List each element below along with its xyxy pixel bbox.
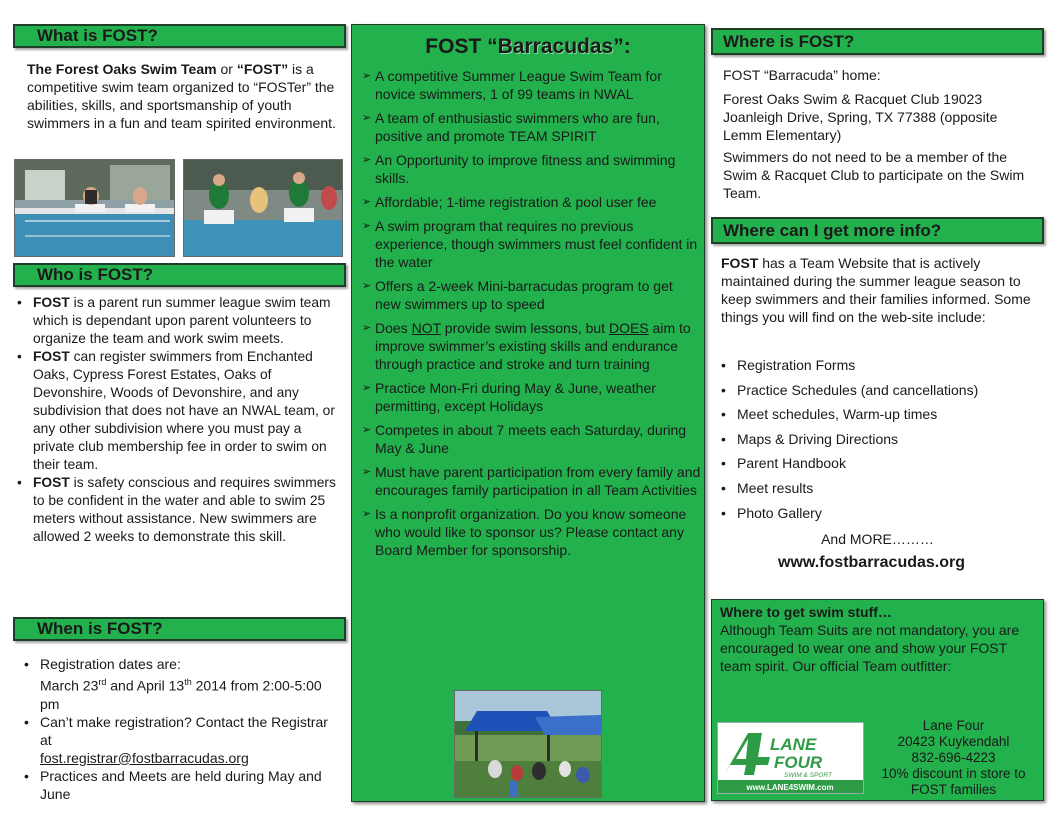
list-item: ➢ A swim program that requires no previous experience, though swimmers must feel confident in the water: [364, 217, 702, 271]
list-item: ➢ A team of enthusiastic swimmers who are fun, positive and promote TEAM SPIRIT: [364, 109, 702, 145]
who-is-fost-title: Who is FOST?: [37, 265, 154, 284]
swim-gear-text: Although Team Suits are not mandatory, you are encouraged to wear one and show your FOST team spirit. Our official Team outfitter:: [720, 622, 1020, 674]
list-item: ➢ An Opportunity to improve fitness and swimming skills.: [364, 151, 702, 187]
where-is-fost-text: FOST “Barracuda” home: Forest Oaks Swim & Racquet Club 19023 Joanleigh Drive, Spring, TX 77388 (opposite Lemm Elementary) Swimmers do not need to be a member of the Swim & Racquet Club to participate on the Swim Team.: [723, 67, 1025, 201]
more-info-title: Where can I get more info?: [723, 221, 942, 240]
list-item: • FOST is a parent run summer league swim team which is dependant upon parent volunteers to organize the team and work swim meets.: [17, 294, 344, 348]
website-features-list: [721, 356, 1031, 522]
store-discount: 10% discount in store to FOST families: [881, 766, 1026, 797]
logo-tagline: SWIM & SPORT: [784, 772, 832, 779]
and-more-text: And MORE………: [821, 531, 934, 547]
swimmers-on-blocks-photo: [183, 159, 343, 257]
when-is-fost-header: [13, 617, 346, 641]
store-name: Lane Four: [922, 718, 985, 733]
who-is-fost-list: [17, 294, 344, 546]
list-item: • Meet schedules, Warm-up times: [721, 405, 1031, 423]
list-item: • FOST is safety conscious and requires swimmers to be confident in the water and able to swim 25 meters without assistance. New swimmers are allowed 2 weeks to demonstrate this skill.: [17, 474, 344, 546]
store-address: 20423 Kuykendahl: [897, 734, 1010, 749]
list-item: • Can’t make registration? Contact the Registrar at fost.registrar@fostbarracudas.org: [24, 713, 342, 767]
swim-gear-title: Where to get swim stuff…: [720, 604, 892, 620]
barracudas-title: FOST “Barracudas”:: [425, 35, 631, 58]
team-picnic-photo: [454, 690, 602, 798]
logo-word1: LANE: [770, 735, 817, 754]
barracudas-list: [364, 67, 702, 565]
store-phone: 832-696-4223: [911, 750, 996, 765]
logo-url: www.LANE4SWIM.com: [746, 783, 834, 792]
list-item: ➢ A competitive Summer League Swim Team for novice swimmers, 1 of 99 teams in NWAL: [364, 67, 702, 103]
where-is-fost-header: [711, 28, 1044, 55]
swim-gear-panel: [711, 599, 1044, 801]
when-is-fost-title: When is FOST?: [37, 619, 163, 638]
logo-word2: FOUR: [774, 753, 823, 772]
list-item: • Maps & Driving Directions: [721, 430, 1031, 448]
more-info-header: [711, 217, 1044, 244]
list-item: ➢ Affordable; 1-time registration & pool user fee: [364, 193, 702, 211]
list-item: • Meet results: [721, 479, 1031, 497]
list-item: • Practice Schedules (and cancellations): [721, 381, 1031, 399]
list-item: • Photo Gallery: [721, 504, 1031, 522]
list-item: ➢ Practice Mon-Fri during May & June, weather permitting, except Holidays: [364, 379, 702, 415]
what-is-fost-header: [13, 24, 346, 48]
store-info: [866, 718, 1041, 798]
what-is-fost-text: The Forest Oaks Swim Team or “FOST” is a competitive swim team organized to “FOSTer” the abilities, skills, and sportsmanship of youth swimmers in a fun and team spirited environment.: [27, 61, 336, 131]
list-item: • Parent Handbook: [721, 454, 1031, 472]
list-item: • Practices and Meets are held during May and June: [24, 767, 342, 803]
registrar-email-link[interactable]: fost.registrar@fostbarracudas.org: [40, 749, 249, 766]
list-item: ➢ Does NOT provide swim lessons, but DOES aim to improve swimmer’s existing skills and endurance through practice and stroke and turn training: [364, 319, 702, 373]
barracudas-panel: [351, 24, 705, 802]
website-link[interactable]: www.fostbarracudas.org: [778, 554, 965, 571]
more-info-text: FOST has a Team Website that is actively maintained during the summer league season to keep swimmers and their families informed. Some things you will find on the web-site include:: [721, 255, 1031, 325]
what-is-fost-title: What is FOST?: [37, 26, 158, 45]
list-item: • Registration Forms: [721, 356, 1031, 374]
list-item: ➢ Is a nonprofit organization. Do you know someone who would like to sponsor us? Please contact any Board Member for sponsorship.: [364, 505, 702, 559]
list-item: ➢ Must have parent participation from every family and encourages family participation in all Team Activities: [364, 463, 702, 499]
list-item: ➢ Offers a 2-week Mini-barracudas program to get new swimmers up to speed: [364, 277, 702, 313]
who-is-fost-header: [13, 263, 346, 287]
list-item: ➢ Competes in about 7 meets each Saturday, during May & June: [364, 421, 702, 457]
when-is-fost-list: [24, 655, 342, 803]
lane-four-logo: [717, 722, 864, 794]
where-is-fost-title: Where is FOST?: [723, 32, 855, 51]
list-item: • FOST can register swimmers from Enchanted Oaks, Cypress Forest Estates, Oaks of Devonshire, Woods of Devonshire, and any subdivision that does not have an NWAL team, or any other subdivision where you must pay a private club membership fee in order to swim on their team.: [17, 348, 344, 474]
list-item: • Registration dates are: March 23rd and April 13th 2014 from 2:00-5:00 pm: [24, 655, 342, 713]
swimmer-diving-photo: [14, 159, 175, 257]
